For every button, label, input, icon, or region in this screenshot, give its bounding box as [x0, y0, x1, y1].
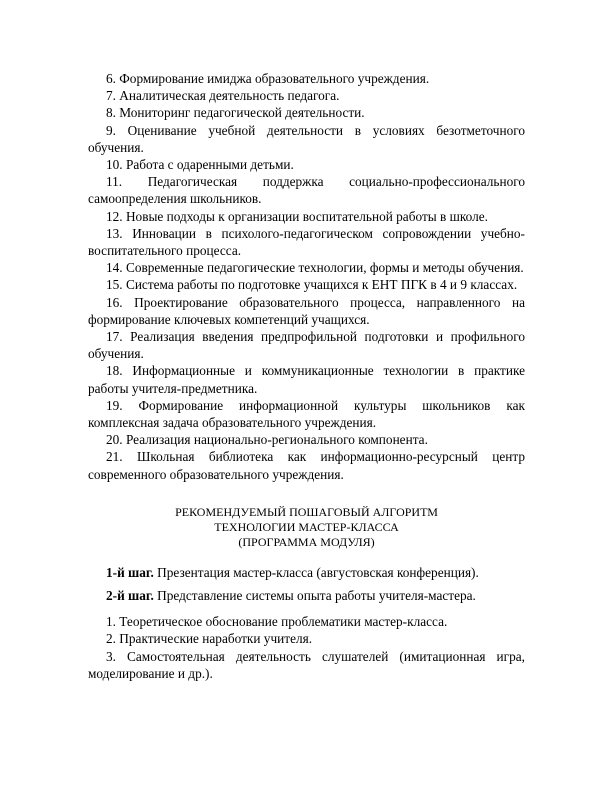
- sub-item: 3. Самостоятельная деятельность слушателей (имитационная игра, моделирование и др.).: [88, 648, 525, 681]
- list-item: 9. Оценивание учебной деятельности в условиях безотметочного обучения.: [88, 122, 525, 155]
- list-item: 6. Формирование имиджа образовательного учреждения.: [106, 71, 430, 86]
- list-item: 21. Школьная библиотека как информационно-ресурсный центр современного образовательного учреждения.: [88, 449, 525, 482]
- list-item: 11. Педагогическая поддержка социально-профессионального самоопределения школьников.: [88, 174, 525, 207]
- list-item: 13. Инновации в психолого-педагогическом сопровождении учебно-воспитательного процесса.: [88, 225, 525, 259]
- step-label: 2-й шаг.: [106, 588, 154, 604]
- list-item: 17. Реализация введения предпрофильной подготовки и профильного обучения.: [88, 329, 525, 362]
- sub-item: 2. Практические наработки учителя.: [106, 631, 313, 647]
- document-page: [88, 70, 525, 682]
- section-spacer: [88, 483, 525, 505]
- section-heading-line: РЕКОМЕНДУЕМЫЙ ПОШАГОВЫЙ АЛГОРИТМ: [175, 504, 438, 519]
- step-text: Презентация мастер-класса (августовская конференция).: [153, 564, 479, 580]
- step-text: Представление системы опыта работы учителя-мастера.: [153, 588, 476, 604]
- section-heading-line: ТЕХНОЛОГИИ МАСТЕР-КЛАССА: [214, 519, 399, 534]
- sub-item: 1. Теоретическое обоснование проблематики мастер-класса.: [106, 614, 448, 630]
- list-item: 10. Работа с одаренными детьми.: [106, 157, 294, 173]
- list-item: 20. Реализация национально-регионального компонента.: [106, 432, 428, 448]
- list-item: 16. Проектирование образовательного процесса, направленного на формирование ключевых компетенций учащихся.: [88, 294, 525, 327]
- list-item: 14. Современные педагогические технологии, формы и методы обучения.: [106, 260, 524, 276]
- step-item: [88, 587, 525, 604]
- section-heading-line: (ПРОГРАММА МОДУЛЯ): [238, 534, 375, 549]
- list-item: 12. Новые подходы к организации воспитательной работы в школе.: [106, 208, 488, 224]
- step-label: 1-й шаг.: [106, 564, 154, 580]
- heading-spacer: [88, 550, 525, 564]
- step-item: [88, 564, 525, 581]
- list-item: 18. Информационные и коммуникационные технологии в практике работы учителя-предметника.: [88, 363, 525, 396]
- list-item: 8. Мониторинг педагогической деятельности.: [106, 105, 365, 121]
- list-item: 7. Аналитическая деятельность педагога.: [106, 88, 340, 104]
- list-item: 15. Система работы по подготовке учащихся к ЕНТ ПГК в 4 и 9 классах.: [106, 277, 518, 293]
- list-item: 19. Формирование информационной культуры школьников как комплексная задача образовательного учреждения.: [88, 397, 525, 431]
